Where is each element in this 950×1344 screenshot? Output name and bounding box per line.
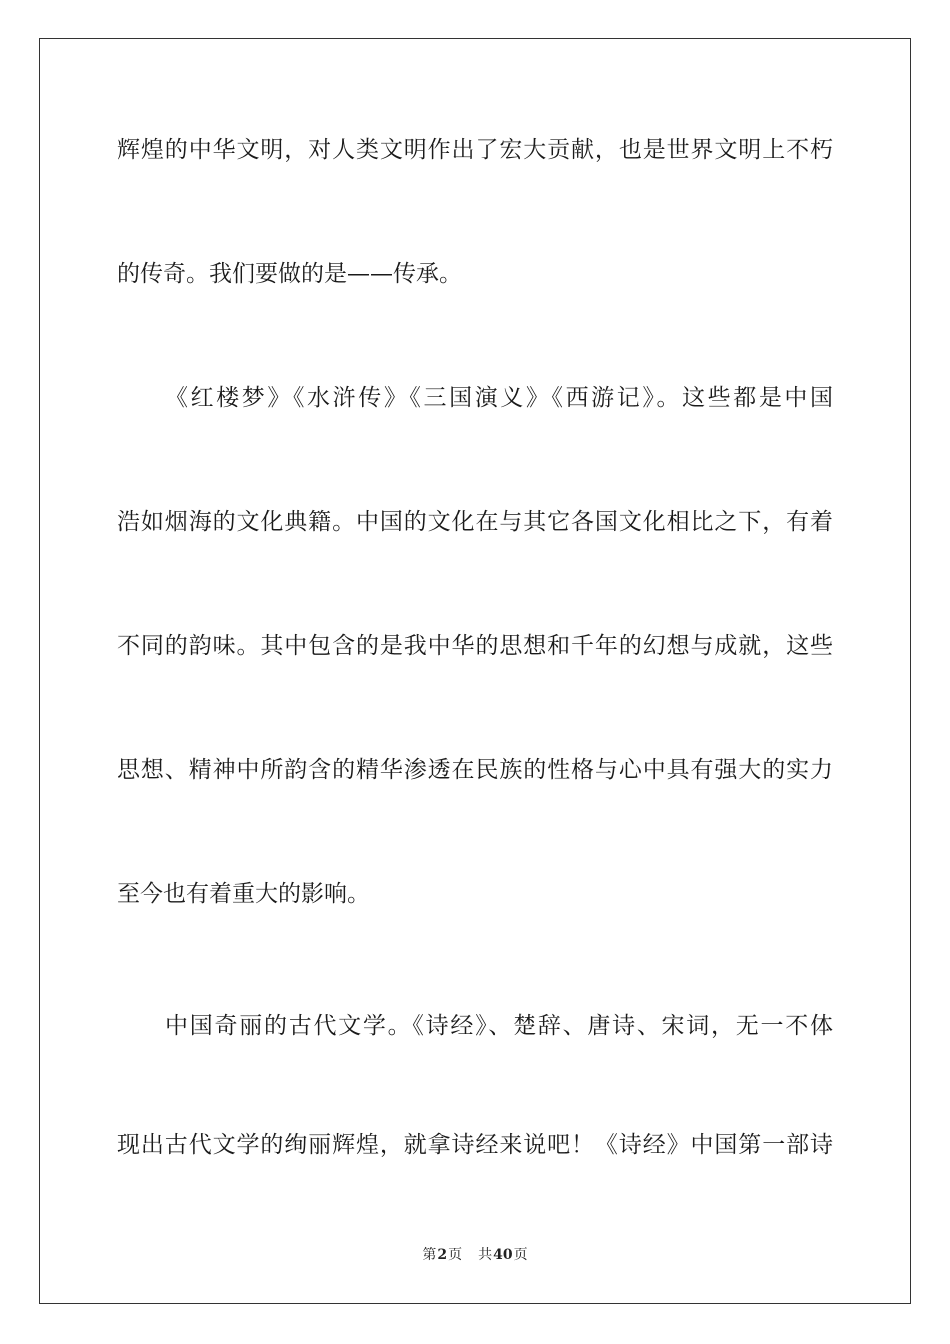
total-suffix: 页	[513, 1247, 528, 1263]
total-prefix: 共	[478, 1247, 493, 1263]
paragraph-first-line: 《红楼梦》《水浒传》《三国演义》《西游记》。这些都是中国	[165, 385, 833, 411]
text-line: 不同的韵味。其中包含的是我中华的思想和千年的幻想与成就，这些	[117, 633, 833, 659]
paragraph-first-line: 中国奇丽的古代文学。《诗经》、楚辞、唐诗、宋词，无一不体	[165, 1013, 833, 1039]
text-line: 现出古代文学的绚丽辉煌，就拿诗经来说吧！《诗经》中国第一部诗	[117, 1132, 833, 1158]
page-prefix: 第	[422, 1247, 437, 1263]
text-line: 的传奇。我们要做的是——传承。	[117, 261, 462, 287]
page-border	[39, 38, 911, 1304]
page-number: 2	[437, 1247, 448, 1263]
text-line: 思想、精神中所韵含的精华渗透在民族的性格与心中具有强大的实力	[117, 757, 833, 783]
text-line: 辉煌的中华文明，对人类文明作出了宏大贡献，也是世界文明上不朽	[117, 137, 833, 163]
page-suffix: 页	[448, 1247, 463, 1263]
page-footer	[0, 1246, 950, 1264]
total-pages: 40	[493, 1247, 513, 1263]
text-line: 浩如烟海的文化典籍。中国的文化在与其它各国文化相比之下，有着	[117, 509, 833, 535]
text-line: 至今也有着重大的影响。	[117, 881, 370, 907]
